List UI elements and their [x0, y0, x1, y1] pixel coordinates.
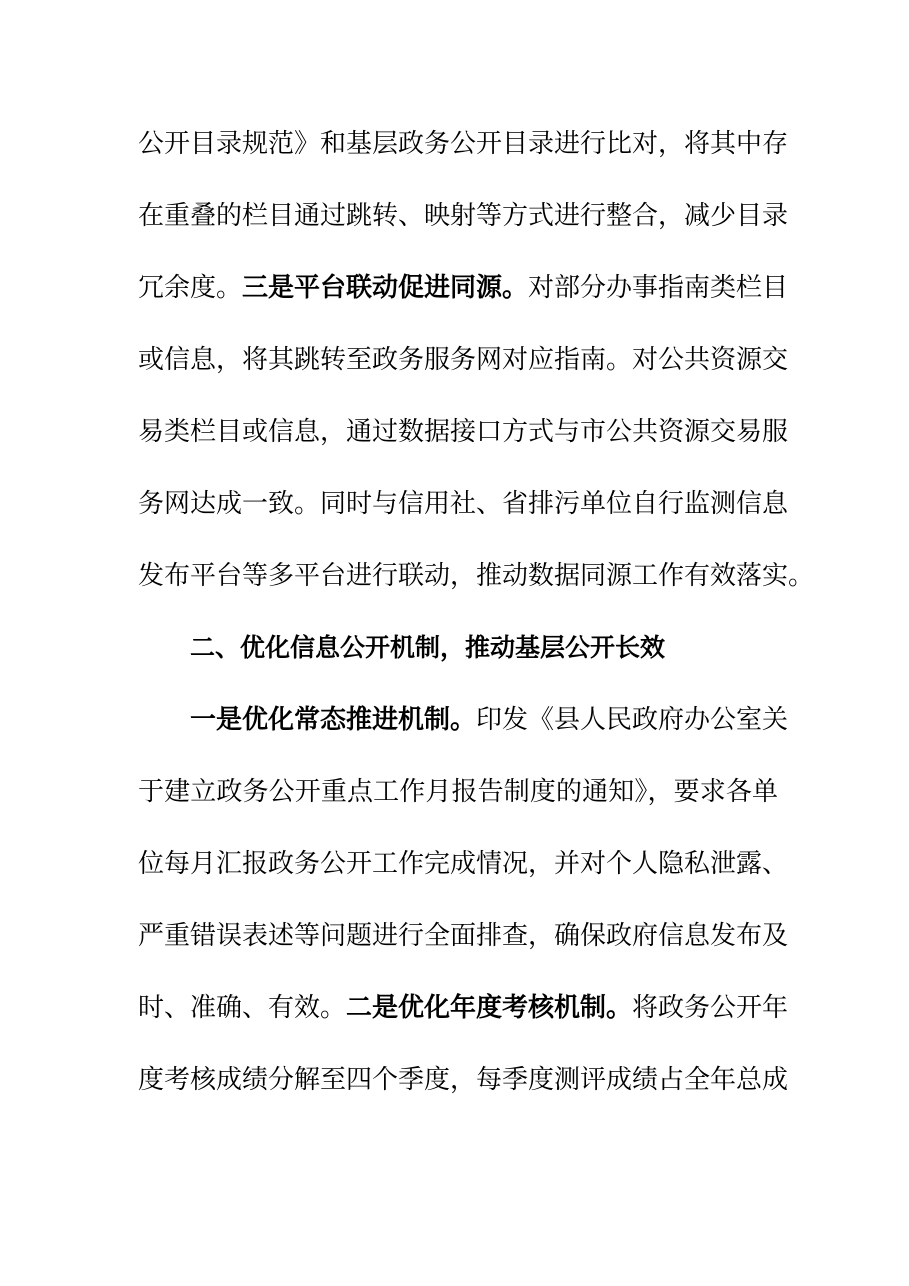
- paragraph-line: 度考核成绩分解至四个季度，每季度测评成绩占全年总成: [138, 1065, 789, 1095]
- paragraph-line: 或信息，将其跳转至政务服务网对应指南。对公共资源交: [138, 345, 789, 375]
- paragraph-line: 在重叠的栏目通过跳转、映射等方式进行整合，减少目录: [138, 201, 789, 231]
- plain-text: 印发《县人民政府办公室关: [476, 705, 789, 735]
- paragraph-line: 于建立政务公开重点工作月报告制度的通知》，要求各单: [138, 777, 778, 807]
- bold-lead-phrase: 二是优化年度考核机制。: [346, 993, 633, 1023]
- plain-text: 将政务公开年: [632, 993, 789, 1023]
- paragraph-line: [190, 700, 789, 740]
- paragraph-line: [138, 268, 789, 308]
- section-heading: 二、优化信息公开机制，推动基层公开长效: [190, 633, 666, 662]
- plain-text: 时、准确、有效。: [138, 993, 347, 1023]
- paragraph-line: 发布平台等多平台进行联动，推动数据同源工作有效落实。: [138, 561, 815, 591]
- paragraph-line: 公开目录规范》和基层政务公开目录进行比对，将其中存: [138, 129, 789, 159]
- plain-text: 对部分办事指南类栏目: [528, 273, 789, 303]
- bold-lead-phrase: 三是平台联动促进同源。: [242, 273, 529, 303]
- paragraph-line: [138, 988, 789, 1028]
- paragraph-line: 严重错误表述等问题进行全面排查，确保政府信息发布及: [138, 921, 789, 951]
- paragraph-line: 务网达成一致。同时与信用社、省排污单位自行监测信息: [138, 489, 789, 519]
- paragraph-line: 位每月汇报政务公开工作完成情况，并对个人隐私泄露、: [138, 849, 789, 879]
- plain-text: 冗余度。: [138, 273, 243, 303]
- paragraph-line: 易类栏目或信息，通过数据接口方式与市公共资源交易服: [138, 417, 789, 447]
- bold-lead-phrase: 一是优化常态推进机制。: [190, 705, 477, 735]
